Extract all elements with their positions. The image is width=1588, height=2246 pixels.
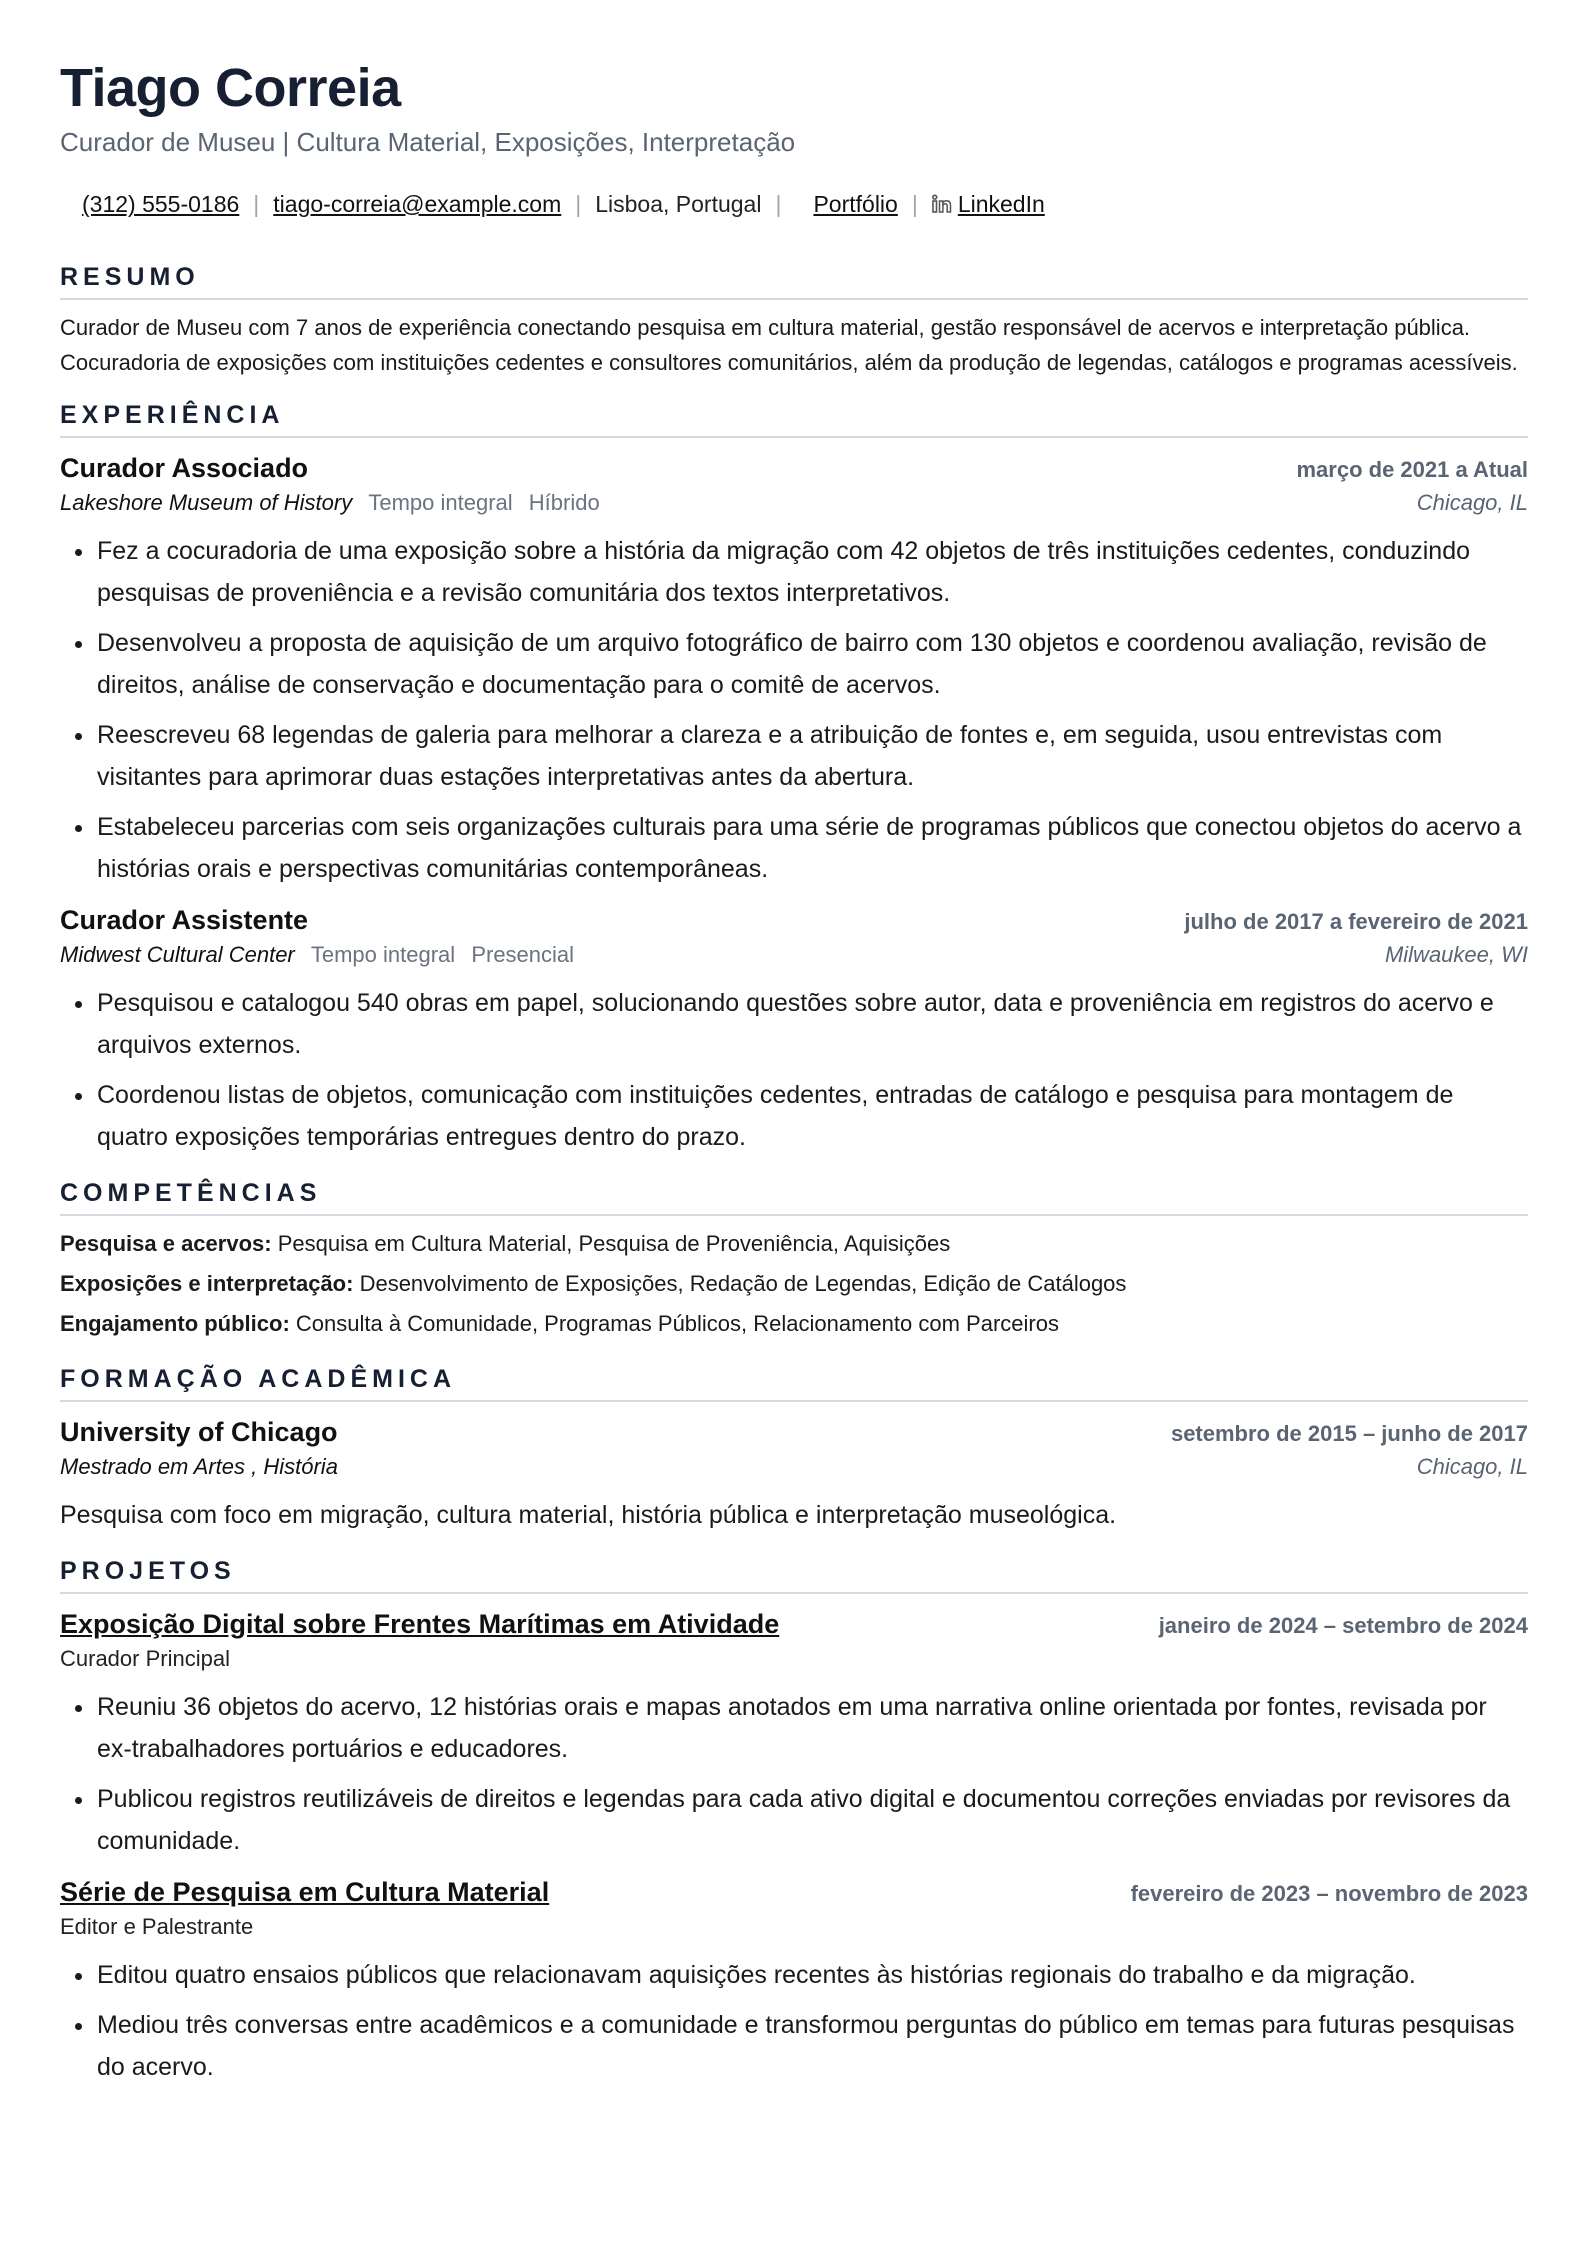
job-type: Tempo integral [368,490,513,515]
bullet-item: • Reescreveu 68 legendas de galeria para melhorar a clareza e a atribuição de fontes e, em seguida, usou entrevistas com visitantes para aprimorar duas estações interpretativas antes da abertura. [95,714,1528,798]
portfolio-link[interactable]: Portfólio [813,191,898,217]
bullet-item: • Editou quatro ensaios públicos que relacionavam aquisições recentes às histórias regionais do trabalho e da migração. [95,1954,1528,1996]
job-entry [60,450,1528,890]
contact-separator: | [911,191,918,217]
contact-separator: | [575,191,582,217]
bullet-item: • Coordenou listas de objetos, comunicação com instituições cedentes, entradas de catálogo e pesquisa para montagem de quatro exposições temporárias entregues dentro do prazo. [95,1074,1528,1158]
skill-line [60,1224,1528,1264]
job-title: Curador Assistente [60,905,309,935]
summary-section [60,260,1528,380]
job-organization: Midwest Cultural Center [60,942,295,967]
section-title: COMPETÊNCIAS [60,1179,322,1207]
bullet-item: • Reuniu 36 objetos do acervo, 12 histórias orais e mapas anotados em uma narrativa online orientada por fontes, revisada por ex-trabalhadores portuários e educadores. [95,1686,1528,1770]
section-title: FORMAÇÃO ACADÊMICA [60,1365,456,1393]
contact-separator: | [775,191,782,217]
location-text: Lisboa, Portugal [595,191,762,217]
job-dates: julho de 2017 a fevereiro de 2021 [1184,909,1528,934]
job-entry [60,902,1528,1158]
contact-bar [60,188,1528,220]
skill-values: Desenvolvimento de Exposições, Redação de Legendas, Edição de Catálogos [359,1271,1127,1296]
job-location: Milwaukee, WI [1384,942,1528,967]
section-title: PROJETOS [60,1557,236,1585]
section-divider [60,298,1528,300]
education-section [60,1362,1528,1536]
education-description: Pesquisa com foco em migração, cultura material, história pública e interpretação museológica. [60,1501,1117,1529]
contact-separator: | [253,191,260,217]
project-role: Curador Principal [60,1646,230,1671]
bullet-item: • Estabeleceu parcerias com seis organizações culturais para uma série de programas públicos que conectou objetos do acervo a histórias orais e perspectivas comunitárias contemporâneas. [95,806,1528,890]
skills-section [60,1176,1528,1344]
skill-category: Exposições e interpretação: [60,1271,354,1296]
skill-line [60,1264,1528,1304]
section-title: EXPERIÊNCIA [60,401,285,429]
project-bullets [60,1686,1528,1862]
experience-section [60,398,1528,1158]
candidate-name: Tiago Correia [60,58,401,118]
project-entry [60,1874,1528,2088]
section-divider [60,1592,1528,1594]
education-dates: setembro de 2015 – junho de 2017 [1170,1421,1528,1446]
candidate-headline: Curador de Museu | Cultura Material, Exposições, Interpretação [60,127,796,157]
job-organization: Lakeshore Museum of History [60,490,353,515]
projects-section [60,1554,1528,2088]
skill-values: Consulta à Comunidade, Programas Públicos, Relacionamento com Parceiros [295,1311,1059,1336]
skill-category: Pesquisa e acervos: [60,1231,272,1256]
education-location: Chicago, IL [1416,1454,1528,1479]
job-type: Tempo integral [310,942,456,967]
project-title-link[interactable]: Exposição Digital sobre Frentes Marítimas em Atividade [60,1609,780,1639]
job-bullets [60,530,1528,890]
section-divider [60,436,1528,438]
bullet-item: • Mediou três conversas entre acadêmicos e a comunidade e transformou perguntas do público em temas para futuras pesquisas do acervo. [95,2004,1528,2088]
job-location: Chicago, IL [1416,490,1528,515]
degree-text: Mestrado em Artes , História [60,1454,338,1479]
job-dates: março de 2021 a Atual [1296,457,1528,482]
linkedin-link[interactable]: LinkedIn [957,191,1045,217]
section-title: RESUMO [60,263,200,291]
summary-text: Curador de Museu com 7 anos de experiência conectando pesquisa em cultura material, gestão responsável de acervos e interpretação pública. Cocuradoria de exposições com instituições cedentes e consultores comunitários, além da produção de legendas, catálogos e programas acessíveis. [60,315,1518,375]
linkedin-icon [932,194,952,214]
skill-values: Pesquisa em Cultura Material, Pesquisa de Proveniência, Aquisições [277,1231,951,1256]
section-divider [60,1400,1528,1402]
bullet-item: • Pesquisou e catalogou 540 obras em papel, solucionando questões sobre autor, data e proveniência em registros do acervo e arquivos externos. [95,982,1528,1066]
project-entry [60,1606,1528,1862]
email-link[interactable]: tiago-correia@example.com [273,191,562,217]
bullet-item: • Publicou registros reutilizáveis de direitos e legendas para cada ativo digital e documentou correções enviadas por revisores da comunidade. [95,1778,1528,1862]
skill-category: Engajamento público: [60,1311,290,1336]
project-dates: janeiro de 2024 – setembro de 2024 [1158,1613,1528,1638]
section-divider [60,1214,1528,1216]
bullet-item: • Desenvolveu a proposta de aquisição de um arquivo fotográfico de bairro com 130 objetos e coordenou avaliação, revisão de direitos, análise de conservação e documentação para o comitê de acervos. [95,622,1528,706]
phone-link[interactable]: (312) 555-0186 [82,191,240,217]
project-bullets [60,1954,1528,2088]
project-title-link[interactable]: Série de Pesquisa em Cultura Material [60,1877,550,1907]
job-title: Curador Associado [60,453,309,483]
bullet-item: • Fez a cocuradoria de uma exposição sobre a história da migração com 42 objetos de três instituições cedentes, conduzindo pesquisas de proveniência e a revisão comunitária dos textos interpretativos. [95,530,1528,614]
project-dates: fevereiro de 2023 – novembro de 2023 [1130,1881,1528,1906]
school-name: University of Chicago [60,1417,338,1447]
skill-line [60,1304,1528,1344]
job-bullets [60,982,1528,1158]
job-mode: Presencial [471,942,575,967]
project-role: Editor e Palestrante [60,1914,254,1939]
job-mode: Híbrido [528,490,600,515]
